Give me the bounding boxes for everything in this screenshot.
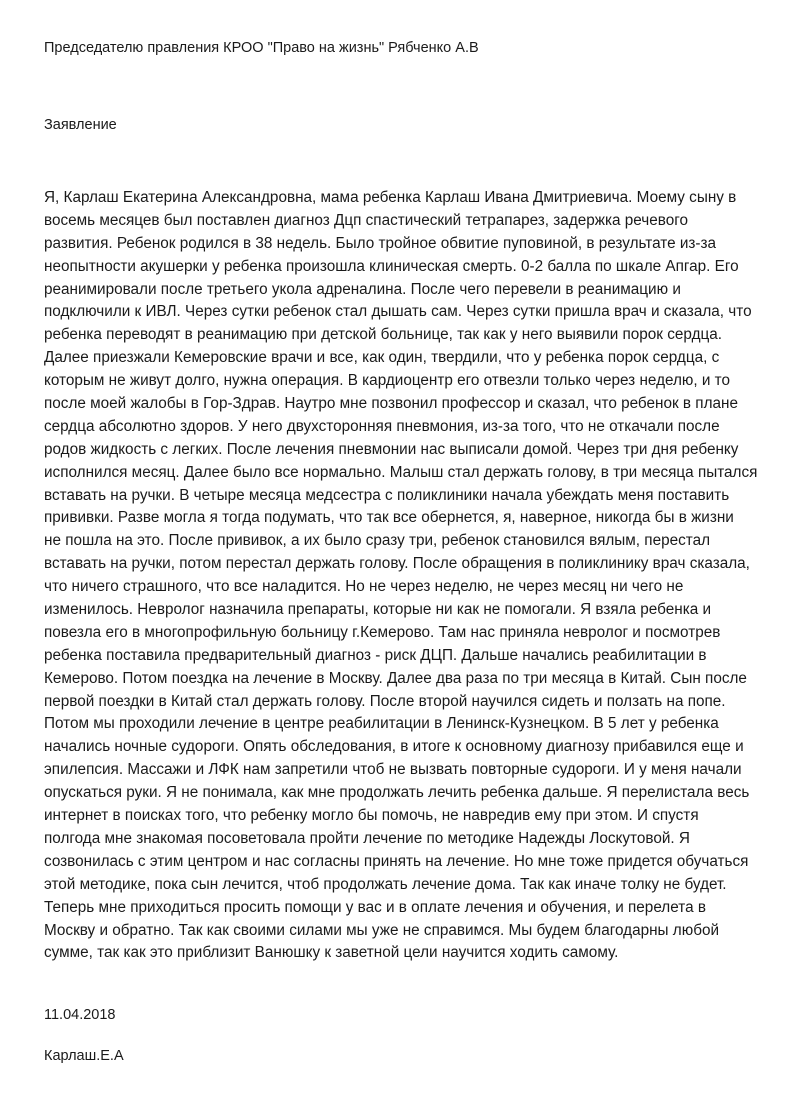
body-line: прививки. Разве могла я тогда подумать, что так все обернется, я, наверное, никогда бы в жизни: [44, 509, 734, 527]
body-line: подключили к ИВЛ. Через сутки ребенок стал дышать сам. Через сутки пришла врач и сказала, что: [44, 303, 752, 321]
body-line: Кемерово. Потом поездка на лечение в Москву. Далее два раза по три месяца в Китай. Сын после: [44, 669, 747, 687]
signature: Карлаш.Е.А: [44, 1048, 124, 1064]
body-line: полгода мне знакомая посоветовала пройти лечение по методике Надежды Лоскутовой. Я: [44, 829, 690, 847]
body-line: реанимировали после третьего укола адреналина. После чего перевели в реанимацию и: [44, 280, 681, 298]
body-line: этой методике, пока сын лечится, чтоб продолжать лечение дома. Так как иначе толку не будет.: [44, 875, 727, 893]
body-line: повезла его в многопрофильную больницу г.Кемерово. Там нас приняла невролог и посмотрев: [44, 623, 721, 641]
body-line: Я, Карлаш Екатерина Александровна, мама ребенка Карлаш Ивана Дмитриевича. Моему сыну в: [44, 189, 737, 206]
body-line: восемь месяцев был поставлен диагноз Дцп спастический тетрапарез, задержка речевого: [44, 211, 688, 229]
body-line: Москву и обратно. Так как своими силами мы уже не справимся. Мы будем благодарны любой: [44, 921, 720, 939]
body-line: сердца абсолютно здоров. У него двухсторонняя пневмония, из-за того, что не откачали после: [44, 417, 720, 435]
body-line: после моей жалобы в Гор-Здрав. Наутро мне позвонил профессор и сказал, что ребенок в плане: [44, 395, 738, 413]
document-date: 11.04.2018: [44, 1007, 116, 1023]
body-line: первой поездки в Китай стал держать голову. После второй научился сидеть и ползать на попе.: [44, 692, 726, 710]
addressee-line: Председателю правления КРОО "Право на жизнь" Рябченко А.В: [44, 40, 479, 56]
body-line: исполнился месяц. Далее было все нормально. Малыш стал держать голову, в три месяца пытался: [44, 463, 758, 481]
body-line: не пошла на это. После прививок, а их было сразу три, ребенок становился вялым, перестал: [44, 532, 711, 550]
body-line: созвонилась с этим центром и нас согласны принять на лечение. Но мне тоже придется обучаться: [44, 852, 749, 870]
body-line: вставать на ручки. В четыре месяца медсестра с поликлиники начала убеждать меня поставить: [44, 486, 730, 504]
body-line: Теперь мне приходиться просить помощи у вас и в оплате лечения и обучения, и перелета в: [44, 898, 706, 916]
document-title: Заявление: [44, 117, 117, 133]
body-line: что ничего страшного, что все наладится. Но не через неделю, не через месяц ни чего не: [44, 578, 684, 596]
body-line: ребенка поставила предварительный диагноз - риск ДЦП. Дальше начались реабилитации в: [44, 646, 707, 664]
body-line: начались ночные судороги. Опять обследования, в итоге к основному диагнозу прибавился еще и: [44, 738, 744, 756]
body-line: Далее приезжали Кемеровские врачи и все, как один, твердили, что у ребенка порок сердца, с: [44, 349, 720, 367]
body-line: развития. Ребенок родился в 38 недель. Было тройное обвитие пуповиной, в результате из-за: [44, 234, 717, 252]
statement-body: [44, 187, 764, 965]
body-line: сумме, так как это приблизит Ванюшку к заветной цели научится ходить самому.: [44, 944, 619, 962]
body-line: неопытности акушерки у ребенка произошла клиническая смерть. 0-2 балла по шкале Апгар. Его: [44, 257, 739, 275]
body-line: эпилепсия. Массажи и ЛФК нам запретили чтоб не вызвать повторные судороги. И у меня начали: [44, 761, 742, 779]
body-line: опускаться руки. Я не понимала, как мне продолжать лечить ребенка дальше. Я перелистала весь: [44, 784, 750, 802]
body-line: ребенка переводят в реанимацию при детской больнице, так как у него выявили порок сердца.: [44, 326, 723, 344]
body-line: изменилось. Невролог назначила препараты, которые ни как не помогали. Я взяла ребенка и: [44, 601, 712, 619]
body-line: интернет в поисках того, что ребенку могло бы помочь, не навредив ему при этом. И спустя: [44, 807, 699, 825]
body-line: вставать на ручки, потом перестал держать голову. После обращения в поликлинику врач сказала,: [44, 555, 750, 573]
body-line: которым не живут долго, нужна операция. В кардиоцентр его отвезли только через неделю, и то: [44, 372, 731, 390]
body-line: родов жидкость с легких. После лечения пневмонии нас выписали домой. Через три дня ребенку: [44, 440, 739, 458]
body-line: Потом мы проходили лечение в центре реабилитации в Ленинск-Кузнецком. В 5 лет у ребенка: [44, 715, 719, 733]
